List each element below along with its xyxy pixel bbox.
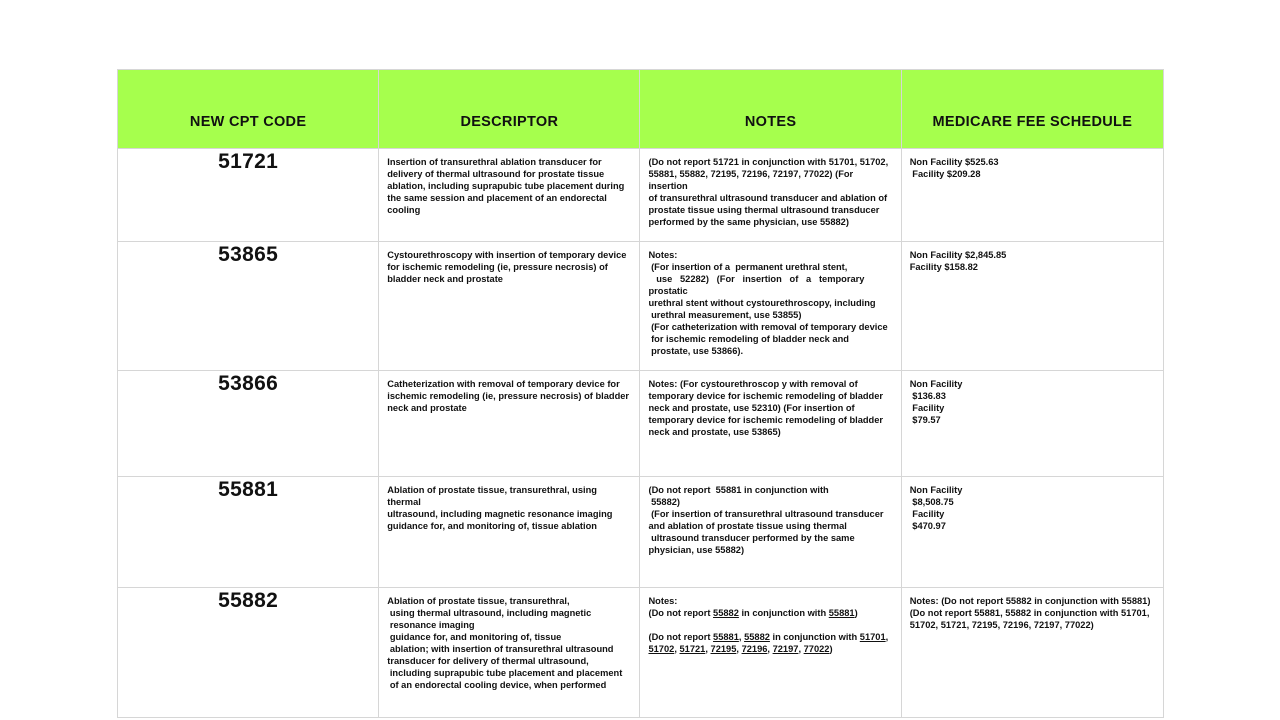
notes-line: (For insertion of a permanent urethral stent, (648, 262, 848, 272)
notes-line: (Do not report 51721 in conjunction with 51701, 51702, (648, 157, 889, 167)
code-link[interactable]: 72195 (710, 644, 737, 654)
descriptor-line: transducer for delivery of thermal ultrasound, (387, 656, 589, 666)
notes-line: urethral stent without cystourethroscopy, including (648, 298, 876, 308)
notes-text: (Do not report (648, 632, 714, 642)
descriptor-line: ischemic remodeling (ie, pressure necrosis) of bladder (387, 391, 630, 401)
notes-text: ) (829, 644, 833, 654)
notes-line: temporary device for ischemic remodeling of bladder (648, 391, 884, 401)
fee-line: Non Facility $525.63 (909, 157, 999, 167)
notes-text: ) (854, 608, 858, 618)
descriptor-line: for ischemic remodeling (ie, pressure necrosis) of (387, 262, 608, 272)
fee-line: Facility (909, 509, 945, 519)
notes-cell (640, 242, 901, 371)
header-row (118, 70, 1164, 149)
notes-text: , (885, 632, 889, 642)
fee-line: Non Facility (909, 485, 963, 495)
fee-cell (901, 477, 1163, 588)
descriptor-line: Catheterization with removal of temporary device for (387, 379, 620, 389)
notes-label: Notes: (648, 596, 678, 606)
descriptor-line: guidance for, and monitoring of, tissue (387, 632, 562, 642)
notes-text: , (798, 644, 804, 654)
fee-line: Facility $209.28 (909, 169, 981, 179)
notes-line: neck and prostate, use 52310) (For insertion of (648, 403, 855, 413)
notes-line: and ablation of prostate tissue using thermal (648, 521, 847, 531)
notes-line: use 52282) (For insertion of a temporary prostatic (648, 274, 873, 296)
notes-text: , (738, 632, 745, 642)
code-link[interactable]: 77022 (803, 644, 830, 654)
notes-text: (Do not report (648, 608, 714, 618)
descriptor-line: resonance imaging (387, 620, 475, 630)
code-link[interactable]: 51721 (679, 644, 706, 654)
descriptor-line: the same session and placement of an endorectal (387, 193, 607, 203)
cpt-code: 55882 (118, 588, 379, 718)
descriptor-line: bladder neck and prostate (387, 274, 503, 284)
fee-cell (901, 242, 1163, 371)
fee-cell (901, 588, 1163, 718)
notes-text: , (705, 644, 711, 654)
header-notes: NOTES (640, 70, 901, 149)
fee-line: Non Facility (909, 379, 963, 389)
notes-line: (For catheterization with removal of temporary device (648, 322, 888, 332)
notes-line: performed by the same physician, use 55882) (648, 217, 849, 227)
code-link[interactable]: 72196 (741, 644, 768, 654)
notes-line: urethral measurement, use 53855) (648, 310, 802, 320)
code-link[interactable]: 55882 (744, 632, 770, 642)
descriptor-line: neck and prostate (387, 403, 467, 413)
descriptor-cell (379, 149, 640, 242)
fee-line: Non Facility $2,845.85 (909, 250, 1007, 260)
cpt-code: 51721 (118, 149, 379, 242)
notes-cell (640, 149, 901, 242)
notes-line: for ischemic remodeling of bladder neck and (648, 334, 849, 344)
fee-line: (Do not report 55881, 55882 in conjunction with 51701, (909, 608, 1150, 618)
table-row (118, 477, 1164, 588)
notes-text: , (674, 644, 680, 654)
table-row (118, 371, 1164, 477)
notes-line: prostate tissue using thermal ultrasound transducer (648, 205, 880, 215)
header-code: NEW CPT CODE (118, 70, 379, 149)
fee-cell (901, 149, 1163, 242)
notes-cell (640, 371, 901, 477)
descriptor-line: guidance for, and monitoring of, tissue ablation (387, 521, 597, 531)
descriptor-line: Cystourethroscopy with insertion of temporary device (387, 250, 627, 260)
cpt-code: 55881 (118, 477, 379, 588)
descriptor-line: cooling (387, 205, 421, 215)
cpt-table-container (117, 69, 1164, 718)
notes-text: , (767, 644, 773, 654)
descriptor-line: ablation; with insertion of transurethral ultrasound (387, 644, 614, 654)
table-row (118, 588, 1164, 718)
notes-line: of transurethral ultrasound transducer and ablation of (648, 193, 888, 203)
code-link[interactable]: 51701 (859, 632, 886, 642)
spacer (648, 619, 892, 631)
notes-line: (Do not report 55881 in conjunction with (648, 485, 829, 495)
notes-line: (For insertion of transurethral ultrasound transducer (648, 509, 884, 519)
code-link[interactable]: 55882 (713, 608, 739, 618)
descriptor-line: ablation, including suprapubic tube placement during (387, 181, 625, 191)
code-link[interactable]: 51702 (648, 644, 675, 654)
descriptor-line: of an endorectal cooling device, when performed (387, 680, 607, 690)
fee-line: Facility (909, 403, 945, 413)
notes-cell (640, 588, 901, 718)
notes-text: , (736, 644, 742, 654)
notes-text: in conjunction with (769, 632, 860, 642)
code-link[interactable]: 55881 (828, 608, 855, 618)
notes-line: physician, use 55882) (648, 545, 745, 555)
descriptor-line: Ablation of prostate tissue, transurethral, using thermal (387, 485, 600, 507)
notes-line (648, 607, 892, 619)
fee-line: 51702, 51721, 72195, 72196, 72197, 77022) (909, 620, 1094, 630)
notes-line (648, 631, 892, 643)
notes-line: 55881, 55882, 72195, 72196, 72197, 77022) (For insertion (648, 169, 856, 191)
code-link[interactable]: 55881 (713, 632, 739, 642)
descriptor-line: including suprapubic tube placement and placement (387, 668, 623, 678)
cpt-table (117, 69, 1164, 718)
notes-line: ultrasound transducer performed by the same (648, 533, 855, 543)
header-fee: MEDICARE FEE SCHEDULE (901, 70, 1163, 149)
header-descriptor: DESCRIPTOR (379, 70, 640, 149)
fee-line: $136.83 (909, 391, 946, 401)
notes-line: prostate, use 53866). (648, 346, 744, 356)
code-link[interactable]: 72197 (772, 644, 799, 654)
descriptor-line: Insertion of transurethral ablation transducer for (387, 157, 602, 167)
notes-line: Notes: (For cystourethroscop y with removal of (648, 379, 858, 389)
fee-line: $470.97 (909, 521, 946, 531)
descriptor-line: ultrasound, including magnetic resonance imaging (387, 509, 613, 519)
descriptor-cell (379, 588, 640, 718)
notes-line: 55882) (648, 497, 681, 507)
notes-cell (640, 477, 901, 588)
cpt-code: 53865 (118, 242, 379, 371)
descriptor-cell (379, 371, 640, 477)
descriptor-line: delivery of thermal ultrasound for prostate tissue (387, 169, 605, 179)
notes-line: Notes: (648, 250, 678, 260)
table-row (118, 242, 1164, 371)
descriptor-cell (379, 242, 640, 371)
cpt-code: 53866 (118, 371, 379, 477)
notes-line: temporary device for ischemic remodeling of bladder (648, 415, 884, 425)
fee-cell (901, 371, 1163, 477)
notes-line: neck and prostate, use 53865) (648, 427, 781, 437)
notes-line (648, 643, 892, 655)
fee-line: Notes: (Do not report 55882 in conjunction with 55881) (909, 596, 1151, 606)
fee-line: Facility $158.82 (909, 262, 978, 272)
descriptor-cell (379, 477, 640, 588)
table-row (118, 149, 1164, 242)
fee-line: $79.57 (909, 415, 941, 425)
descriptor-line: using thermal ultrasound, including magnetic (387, 608, 592, 618)
notes-text: in conjunction with (738, 608, 829, 618)
descriptor-line: Ablation of prostate tissue, transurethral, (387, 596, 570, 606)
fee-line: $8,508.75 (909, 497, 954, 507)
